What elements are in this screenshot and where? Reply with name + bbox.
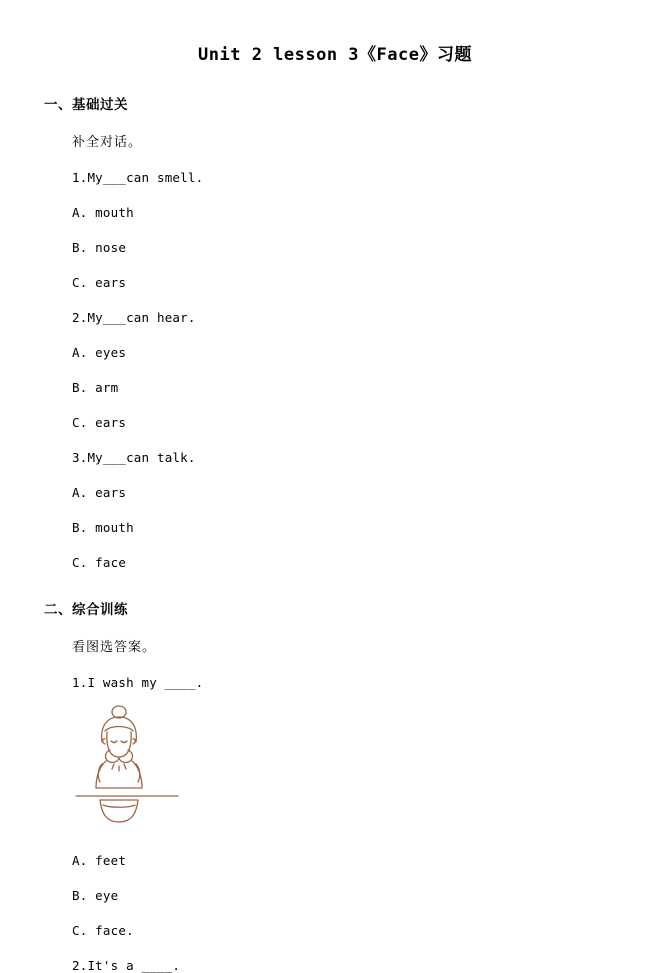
option-2-1-b: B. eye [72,888,119,903]
section-heading-1: 一、基础过关 [44,97,128,112]
option-2-1-a: A. feet [72,853,127,868]
question-2-1: 1.I wash my ____. [72,675,204,690]
option-1-1-a: A. mouth [72,205,134,220]
section-2-instruction: 看图选答案。 [72,639,157,654]
option-1-2-c: C. ears [72,415,127,430]
section-1-instruction: 补全对话。 [72,134,143,149]
girl-washing-face-illustration [72,704,182,834]
option-1-3-b: B. mouth [72,520,134,535]
question-1-3: 3.My___can talk. [72,450,196,465]
section-heading-2: 二、综合训练 [44,602,128,617]
option-1-3-c: C. face [72,555,127,570]
question-1-1: 1.My___can smell. [72,170,204,185]
option-1-2-b: B. arm [72,380,119,395]
option-1-1-b: B. nose [72,240,127,255]
page-title: Unit 2 lesson 3《Face》习题 [198,45,472,65]
option-2-1-c: C. face. [72,923,134,938]
option-1-1-c: C. ears [72,275,127,290]
option-1-3-a: A. ears [72,485,127,500]
question-1-2: 2.My___can hear. [72,310,196,325]
option-1-2-a: A. eyes [72,345,127,360]
question-2-2: 2.It's a ____. [72,958,181,973]
